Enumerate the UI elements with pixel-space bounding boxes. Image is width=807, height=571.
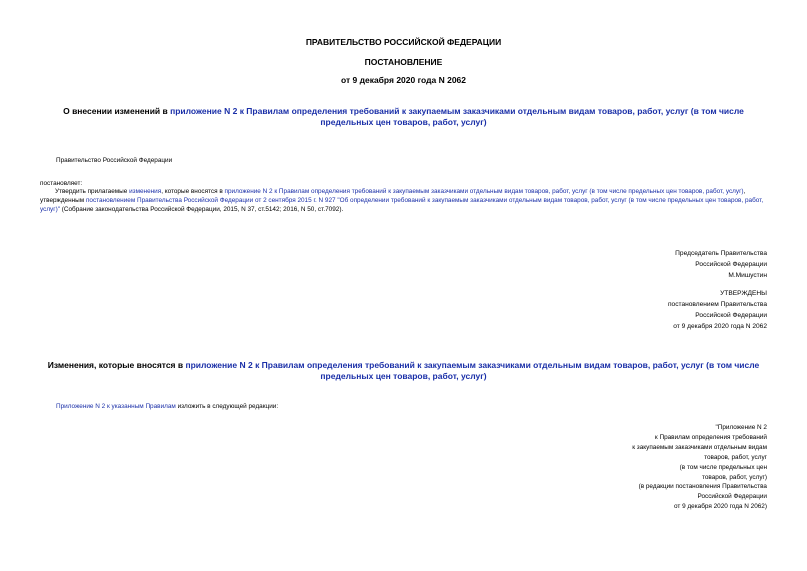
- annex-header-block: [520, 423, 767, 512]
- signature-block: [500, 248, 767, 281]
- document-type: ПОСТАНОВЛЕНИЕ: [364, 57, 443, 67]
- government-heading: ПРАВИТЕЛЬСТВО РОССИЙСКОЙ ФЕДЕРАЦИИ: [305, 37, 502, 47]
- signature-position: Председатель Правительства: [675, 250, 767, 257]
- signature-country: Российской Федерации: [695, 261, 767, 268]
- approval-line: Российской Федерации: [695, 312, 767, 319]
- annex-line: (в том числе предельных цен: [679, 463, 767, 471]
- annex-rules-link[interactable]: Приложение N 2 к указанным Правилам: [56, 403, 176, 410]
- annex-line: к закупаемым заказчиками отдельным видам: [632, 443, 767, 451]
- changes-link[interactable]: изменения: [129, 188, 162, 195]
- annex-line: товаров, работ, услуг): [702, 473, 767, 481]
- annex-line: Российской Федерации: [697, 493, 767, 501]
- approval-line: постановлением Правительства: [667, 301, 767, 308]
- decree-link[interactable]: постановлением Правительства Российской Федерации от 2 сентября 2015 г. N 927 "Об определении требований к закупаемым заказчиками отдельным видам товаров, работ, услуг (в том числе предельных цен товаров, работ, услуг)": [40, 197, 764, 213]
- paragraph-text: , утвержденным: [40, 188, 746, 204]
- title-prefix: О внесении изменений в: [63, 106, 171, 116]
- annex-link[interactable]: приложение N 2 к Правилам определения требований к закупаемым заказчиками отдельным видам товаров, работ, услуг (в том числе предельных цен товаров, работ, услуг): [224, 188, 744, 195]
- approval-heading: УТВЕРЖДЕНЫ: [720, 290, 767, 297]
- instruction: [56, 402, 278, 411]
- resolves: постановляет:: [40, 180, 83, 187]
- title-annex-link[interactable]: приложение N 2 к Правилам определения требований к закупаемым заказчиками отдельным видам товаров, работ, услуг (в том числе предельных цен товаров, работ, услуг): [170, 106, 744, 127]
- annex-line: к Правилам определения требований: [654, 433, 767, 441]
- document-date: от 9 декабря 2020 года N 2062: [340, 75, 467, 85]
- annex-line: от 9 декабря 2020 года N 2062): [674, 503, 767, 511]
- signature-name: М.Мишустин: [728, 272, 767, 279]
- changes-title-prefix: Изменения, которые вносятся в: [47, 360, 186, 370]
- body-paragraph: [40, 187, 770, 214]
- document-title: [40, 106, 767, 128]
- issuer: Правительство Российской Федерации: [56, 157, 173, 164]
- instruction-text: изложить в следующей редакции:: [175, 403, 279, 410]
- annex-line: "Приложение N 2: [715, 424, 767, 431]
- changes-title-annex-link[interactable]: приложение N 2 к Правилам определения требований к закупаемым заказчиками отдельным видам товаров, работ, услуг (в том числе предельных цен товаров, работ, услуг): [185, 360, 760, 381]
- approval-block: [500, 288, 767, 332]
- annex-line: (в редакции постановления Правительства: [638, 483, 767, 491]
- annex-line: товаров, работ, услуг: [704, 453, 767, 461]
- paragraph-text: Утвердить прилагаемые: [55, 188, 130, 195]
- paragraph-text: , которые вносятся в: [161, 188, 225, 195]
- approval-date: от 9 декабря 2020 года N 2062: [673, 323, 767, 330]
- changes-title: [40, 360, 767, 382]
- paragraph-text: (Собрание законодательства Российской Федерации, 2015, N 37, ст.5142; 2016, N 50, ст.7092).: [59, 206, 344, 213]
